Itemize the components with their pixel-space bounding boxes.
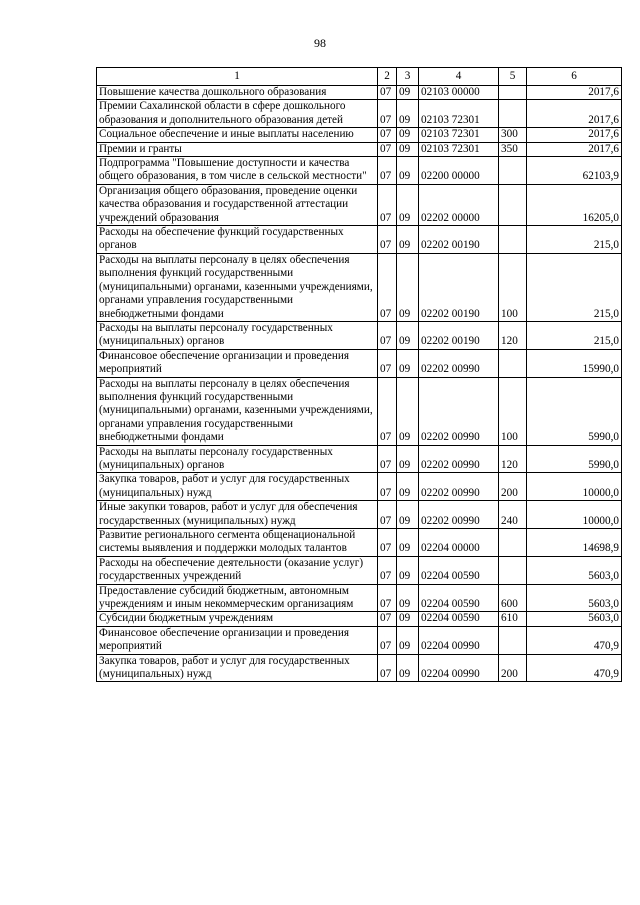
row-amount: 16205,0 bbox=[527, 184, 622, 225]
row-amount: 2017,6 bbox=[527, 142, 622, 156]
row-amount: 2017,6 bbox=[527, 100, 622, 128]
table-row bbox=[97, 157, 622, 185]
row-subsection: 09 bbox=[397, 556, 419, 584]
row-target-article: 02103 00000 bbox=[419, 86, 499, 100]
row-target-article: 02202 00190 bbox=[419, 253, 499, 321]
row-target-article: 02204 00990 bbox=[419, 654, 499, 682]
row-amount: 2017,6 bbox=[527, 86, 622, 100]
row-section: 07 bbox=[378, 556, 397, 584]
row-expense-type: 350 bbox=[499, 142, 527, 156]
row-name: Организация общего образования, проведение оценки качества образования и государственной аттестации учреждений образования bbox=[97, 184, 378, 225]
row-name: Расходы на выплаты персоналу государственных (муниципальных) органов bbox=[97, 445, 378, 473]
table-row bbox=[97, 626, 622, 654]
row-name: Развитие регионального сегмента общенациональной системы выявления и поддержки молодых талантов bbox=[97, 529, 378, 557]
table-row bbox=[97, 142, 622, 156]
row-name: Иные закупки товаров, работ и услуг для обеспечения государственных (муниципальных) нужд bbox=[97, 501, 378, 529]
row-amount: 215,0 bbox=[527, 226, 622, 254]
header-col-4: 4 bbox=[419, 68, 499, 86]
row-amount: 5603,0 bbox=[527, 612, 622, 626]
row-name: Расходы на выплаты персоналу в целях обеспечения выполнения функций государственными (муниципальными) органами, казенными учреждениями, органами управления государственными внебюджетными фондами bbox=[97, 253, 378, 321]
table-header-row bbox=[97, 68, 622, 86]
row-expense-type: 200 bbox=[499, 473, 527, 501]
row-expense-type: 100 bbox=[499, 253, 527, 321]
row-section: 07 bbox=[378, 501, 397, 529]
row-target-article: 02204 00590 bbox=[419, 612, 499, 626]
row-expense-type: 120 bbox=[499, 321, 527, 349]
row-section: 07 bbox=[378, 86, 397, 100]
row-expense-type bbox=[499, 556, 527, 584]
header-col-6: 6 bbox=[527, 68, 622, 86]
row-amount: 15990,0 bbox=[527, 349, 622, 377]
row-name: Социальное обеспечение и иные выплаты населению bbox=[97, 128, 378, 142]
header-col-2: 2 bbox=[378, 68, 397, 86]
row-amount: 215,0 bbox=[527, 321, 622, 349]
row-section: 07 bbox=[378, 157, 397, 185]
row-expense-type: 100 bbox=[499, 377, 527, 445]
row-name: Закупка товаров, работ и услуг для государственных (муниципальных) нужд bbox=[97, 473, 378, 501]
row-name: Субсидии бюджетным учреждениям bbox=[97, 612, 378, 626]
row-section: 07 bbox=[378, 473, 397, 501]
row-name: Премии Сахалинской области в сфере дошкольного образования и дополнительного образования детей bbox=[97, 100, 378, 128]
row-amount: 14698,9 bbox=[527, 529, 622, 557]
table-row bbox=[97, 184, 622, 225]
row-section: 07 bbox=[378, 626, 397, 654]
table-row bbox=[97, 100, 622, 128]
table-row bbox=[97, 529, 622, 557]
row-target-article: 02202 00190 bbox=[419, 226, 499, 254]
row-name: Финансовое обеспечение организации и проведения мероприятий bbox=[97, 626, 378, 654]
row-name: Повышение качества дошкольного образования bbox=[97, 86, 378, 100]
row-name: Подпрограмма "Повышение доступности и качества общего образования, в том числе в сельской местности" bbox=[97, 157, 378, 185]
row-target-article: 02202 00990 bbox=[419, 377, 499, 445]
row-expense-type: 200 bbox=[499, 654, 527, 682]
table-row bbox=[97, 473, 622, 501]
row-expense-type bbox=[499, 349, 527, 377]
row-target-article: 02202 00990 bbox=[419, 473, 499, 501]
row-target-article: 02200 00000 bbox=[419, 157, 499, 185]
row-subsection: 09 bbox=[397, 377, 419, 445]
row-section: 07 bbox=[378, 529, 397, 557]
table-row bbox=[97, 584, 622, 612]
budget-table bbox=[96, 67, 622, 682]
row-amount: 5990,0 bbox=[527, 445, 622, 473]
row-amount: 5603,0 bbox=[527, 584, 622, 612]
row-target-article: 02204 00000 bbox=[419, 529, 499, 557]
row-subsection: 09 bbox=[397, 157, 419, 185]
table-row bbox=[97, 226, 622, 254]
row-section: 07 bbox=[378, 128, 397, 142]
row-name: Предоставление субсидий бюджетным, автономным учреждениям и иным некоммерческим организациям bbox=[97, 584, 378, 612]
row-amount: 5990,0 bbox=[527, 377, 622, 445]
row-subsection: 09 bbox=[397, 529, 419, 557]
row-target-article: 02202 00990 bbox=[419, 349, 499, 377]
row-expense-type bbox=[499, 86, 527, 100]
row-name: Финансовое обеспечение организации и проведения мероприятий bbox=[97, 349, 378, 377]
row-name: Расходы на выплаты персоналу государственных (муниципальных) органов bbox=[97, 321, 378, 349]
row-name: Расходы на обеспечение деятельности (оказание услуг) государственных учреждений bbox=[97, 556, 378, 584]
row-section: 07 bbox=[378, 226, 397, 254]
row-section: 07 bbox=[378, 612, 397, 626]
table-row bbox=[97, 253, 622, 321]
header-col-5: 5 bbox=[499, 68, 527, 86]
row-expense-type: 300 bbox=[499, 128, 527, 142]
row-expense-type bbox=[499, 157, 527, 185]
table-row bbox=[97, 321, 622, 349]
row-target-article: 02103 72301 bbox=[419, 100, 499, 128]
row-subsection: 09 bbox=[397, 654, 419, 682]
table-row bbox=[97, 377, 622, 445]
table-row bbox=[97, 349, 622, 377]
row-section: 07 bbox=[378, 142, 397, 156]
table-row bbox=[97, 654, 622, 682]
row-amount: 10000,0 bbox=[527, 501, 622, 529]
row-expense-type: 600 bbox=[499, 584, 527, 612]
row-amount: 470,9 bbox=[527, 626, 622, 654]
row-section: 07 bbox=[378, 654, 397, 682]
table-row bbox=[97, 556, 622, 584]
row-subsection: 09 bbox=[397, 86, 419, 100]
row-amount: 470,9 bbox=[527, 654, 622, 682]
row-subsection: 09 bbox=[397, 473, 419, 501]
row-target-article: 02204 00590 bbox=[419, 584, 499, 612]
row-subsection: 09 bbox=[397, 349, 419, 377]
row-name: Расходы на выплаты персоналу в целях обеспечения выполнения функций государственными (муниципальными) органами, казенными учреждениями, органами управления государственными внебюджетными фондами bbox=[97, 377, 378, 445]
row-target-article: 02202 00990 bbox=[419, 445, 499, 473]
row-name: Закупка товаров, работ и услуг для государственных (муниципальных) нужд bbox=[97, 654, 378, 682]
table-row bbox=[97, 128, 622, 142]
row-expense-type: 610 bbox=[499, 612, 527, 626]
row-target-article: 02202 00990 bbox=[419, 501, 499, 529]
row-expense-type bbox=[499, 529, 527, 557]
row-target-article: 02204 00990 bbox=[419, 626, 499, 654]
row-amount: 215,0 bbox=[527, 253, 622, 321]
row-section: 07 bbox=[378, 584, 397, 612]
row-expense-type bbox=[499, 226, 527, 254]
row-section: 07 bbox=[378, 100, 397, 128]
row-name: Премии и гранты bbox=[97, 142, 378, 156]
row-target-article: 02103 72301 bbox=[419, 142, 499, 156]
row-subsection: 09 bbox=[397, 612, 419, 626]
table-row bbox=[97, 501, 622, 529]
row-expense-type: 120 bbox=[499, 445, 527, 473]
row-section: 07 bbox=[378, 253, 397, 321]
row-name: Расходы на обеспечение функций государственных органов bbox=[97, 226, 378, 254]
row-section: 07 bbox=[378, 377, 397, 445]
row-amount: 10000,0 bbox=[527, 473, 622, 501]
table-row bbox=[97, 612, 622, 626]
row-subsection: 09 bbox=[397, 184, 419, 225]
row-section: 07 bbox=[378, 349, 397, 377]
row-section: 07 bbox=[378, 445, 397, 473]
row-section: 07 bbox=[378, 184, 397, 225]
row-subsection: 09 bbox=[397, 321, 419, 349]
row-subsection: 09 bbox=[397, 584, 419, 612]
row-expense-type bbox=[499, 626, 527, 654]
row-subsection: 09 bbox=[397, 501, 419, 529]
table-row bbox=[97, 86, 622, 100]
row-expense-type bbox=[499, 100, 527, 128]
row-amount: 62103,9 bbox=[527, 157, 622, 185]
row-subsection: 09 bbox=[397, 142, 419, 156]
row-target-article: 02202 00190 bbox=[419, 321, 499, 349]
row-subsection: 09 bbox=[397, 226, 419, 254]
row-target-article: 02103 72301 bbox=[419, 128, 499, 142]
header-col-3: 3 bbox=[397, 68, 419, 86]
row-target-article: 02204 00590 bbox=[419, 556, 499, 584]
row-amount: 2017,6 bbox=[527, 128, 622, 142]
row-expense-type bbox=[499, 184, 527, 225]
row-expense-type: 240 bbox=[499, 501, 527, 529]
table-row bbox=[97, 445, 622, 473]
row-section: 07 bbox=[378, 321, 397, 349]
page-number: 98 bbox=[314, 36, 326, 50]
row-subsection: 09 bbox=[397, 100, 419, 128]
row-target-article: 02202 00000 bbox=[419, 184, 499, 225]
row-subsection: 09 bbox=[397, 626, 419, 654]
row-amount: 5603,0 bbox=[527, 556, 622, 584]
row-subsection: 09 bbox=[397, 253, 419, 321]
row-subsection: 09 bbox=[397, 128, 419, 142]
header-col-1: 1 bbox=[97, 68, 378, 86]
row-subsection: 09 bbox=[397, 445, 419, 473]
